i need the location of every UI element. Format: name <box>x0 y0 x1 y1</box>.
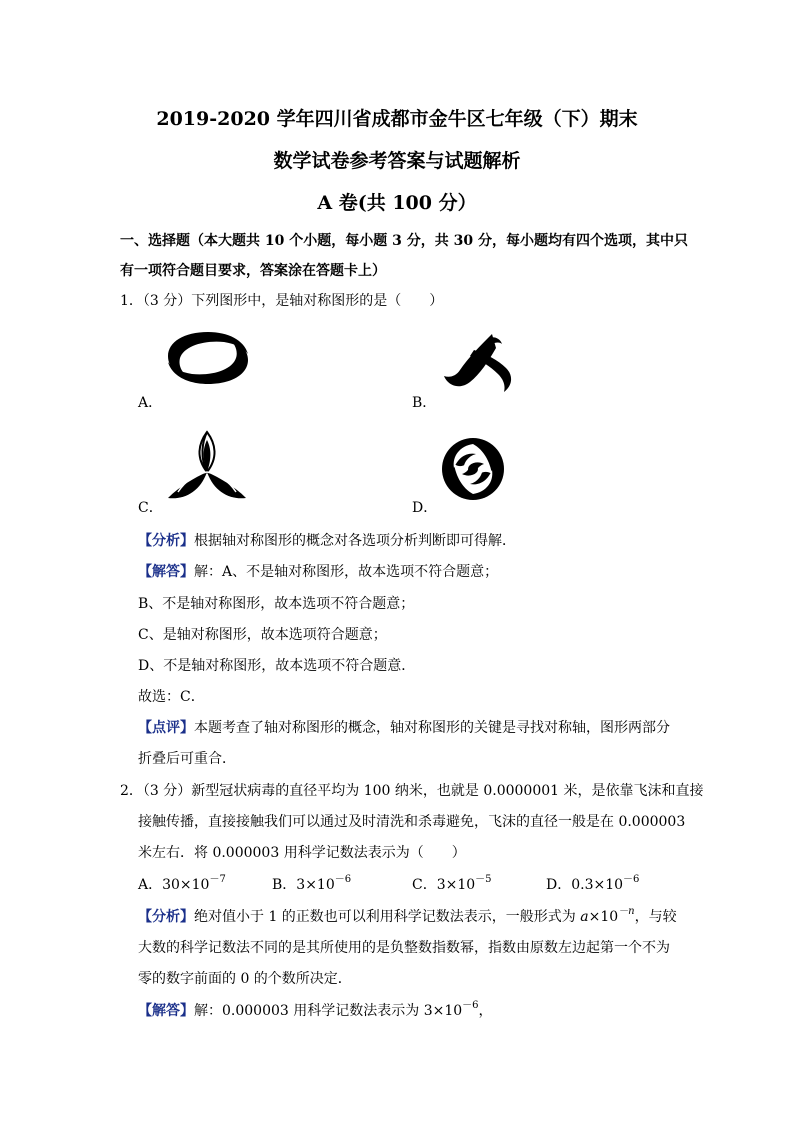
q1-answer <box>138 561 498 581</box>
answer-tag: 【解答】 <box>138 1003 194 1019</box>
option-c-exp: －5 <box>475 874 492 885</box>
option-d-figure <box>440 436 506 502</box>
option-b-base: B．3×10 <box>272 877 335 893</box>
analysis-exp: －n <box>618 906 635 917</box>
option-a-label: A． <box>138 395 163 411</box>
comment-tag: 【点评】 <box>138 720 194 736</box>
analysis-tag: 【分析】 <box>138 533 194 549</box>
answer-line: 解：A、不是轴对称图形，故本选项不符合题意； <box>194 564 499 580</box>
analysis-tag: 【分析】 <box>138 909 194 925</box>
analysis-mid: ×10 <box>588 909 619 925</box>
analysis-text: 绝对值小于 1 的正数也可以利用科学记数法表示，一般形式为 <box>194 909 581 925</box>
q1-answer-line3: C、是轴对称图形，故本选项符合题意； <box>138 627 387 643</box>
page-subtitle: 数学试卷参考答案与试题解析 <box>273 150 521 172</box>
option-d-exp: －6 <box>623 874 640 885</box>
q2-option-a <box>138 874 226 894</box>
q1-analysis <box>138 530 516 550</box>
q1-choice: 故选：C． <box>138 689 205 705</box>
q2-option-c <box>412 874 492 894</box>
option-d-base: D．0.3×10 <box>546 877 624 893</box>
q2-analysis-line3: 零的数字前面的 0 的个数所决定． <box>138 971 352 987</box>
option-c-base: C．3×10 <box>412 877 476 893</box>
q1-comment-line2: 折叠后可重合． <box>138 751 236 767</box>
page-title: 2019-2020 学年四川省成都市金牛区七年级（下）期末 <box>156 108 638 130</box>
option-d-label: D． <box>412 500 438 516</box>
q1-answer-line4: D、不是轴对称图形，故本选项不符合题意． <box>138 658 416 674</box>
q2-option-d <box>546 874 639 894</box>
analysis-var: a <box>580 909 589 925</box>
option-b-label: B． <box>412 395 437 411</box>
comment-text: 本题考查了轴对称图形的概念，轴对称图形的关键是寻找对称轴，图形两部分 <box>194 720 670 736</box>
answer-text: 解：0.000003 用科学记数法表示为 3×10 <box>194 1003 463 1019</box>
question-1-stem: 1．（3 分）下列图形中，是轴对称图形的是（ ） <box>120 293 444 309</box>
q2-analysis-line2: 大数的科学记数法不同的是其所使用的是负整数指数幂，指数由原数左边起第一个不为 <box>138 940 670 956</box>
q1-answer-line2: B、不是轴对称图形，故本选项不符合题意； <box>138 596 415 612</box>
question-2-stem-line1: 2．（3 分）新型冠状病毒的直径平均为 100 纳米，也就是 0.0000001 米，是依靠飞沫和直接 <box>120 783 704 799</box>
option-a-exp: －7 <box>209 874 226 885</box>
option-a-figure <box>164 328 252 388</box>
q1-comment <box>138 717 670 737</box>
q2-answer <box>138 1000 493 1020</box>
option-c-figure <box>162 428 252 506</box>
q2-analysis <box>138 906 677 926</box>
q2-option-b <box>272 874 351 894</box>
answer-exp: －6 <box>462 1000 479 1011</box>
analysis-post: ，与较 <box>634 909 677 925</box>
option-a-base: A．30×10 <box>138 877 210 893</box>
section-heading-line1: 一、选择题（本大题共 10 个小题，每小题 3 分，共 30 分，每小题均有四个选项，其中只 <box>120 233 688 249</box>
option-b-exp: －6 <box>334 874 352 885</box>
question-2-stem-line2: 接触传播，直接接触我们可以通过及时清洗和杀毒避免，飞沫的直径一般是在 0.000003 <box>138 814 686 830</box>
section-heading-line2: 有一项符合题目要求，答案涂在答题卡上） <box>120 263 386 279</box>
analysis-text: 根据轴对称图形的概念对各选项分析判断即可得解． <box>194 533 516 549</box>
option-b-figure <box>440 330 516 396</box>
answer-tag: 【解答】 <box>138 564 194 580</box>
question-2-stem-line3: 米左右．将 0.000003 用科学记数法表示为（ ） <box>138 845 466 861</box>
answer-post: ， <box>478 1003 493 1019</box>
option-c-label: C． <box>138 500 163 516</box>
section-title: A 卷(共 100 分） <box>317 192 477 214</box>
